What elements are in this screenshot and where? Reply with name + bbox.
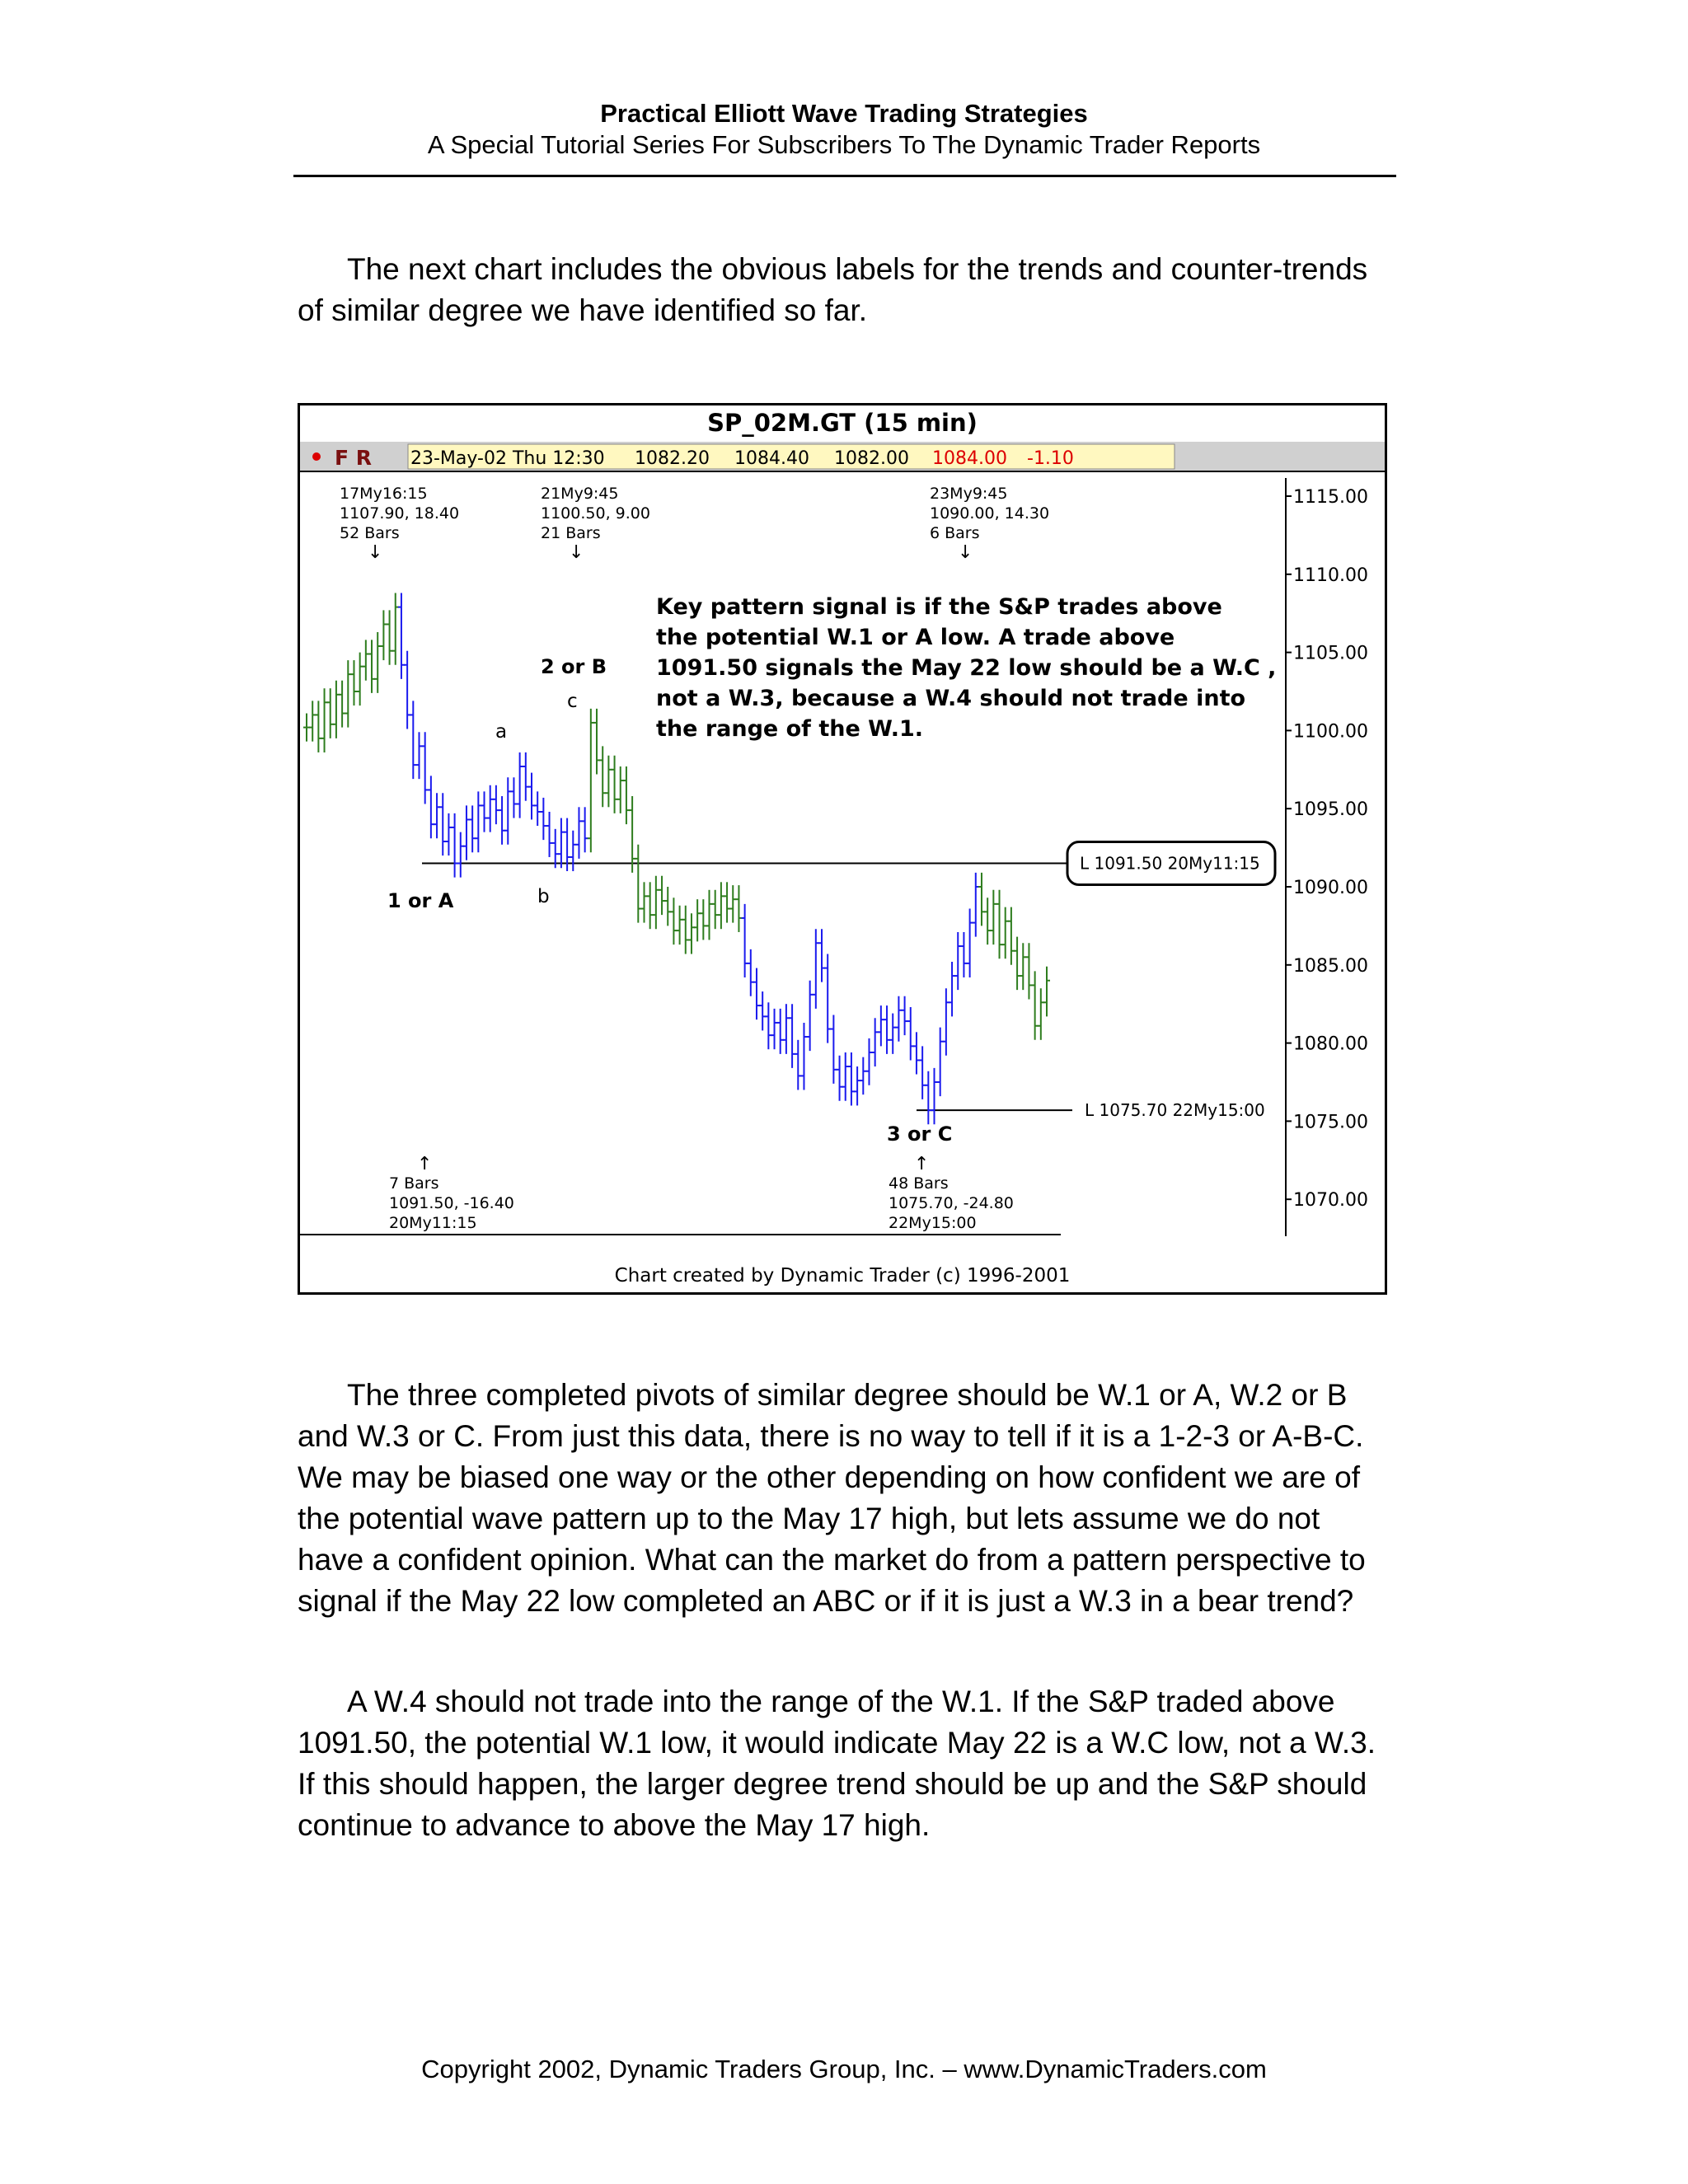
price-bar [463, 805, 470, 860]
price-bar [742, 904, 748, 977]
price-bar [984, 898, 991, 944]
price-bar [718, 882, 724, 929]
price-bar [493, 785, 499, 824]
price-bar [925, 1071, 931, 1124]
chart-title: SP_02M.GT (15 min) [707, 409, 978, 437]
y-tick-label: 1090.00 [1293, 878, 1368, 898]
price-bar [973, 873, 979, 937]
arrow-down-icon: ↓ [368, 542, 383, 563]
pivot-top-2-time: 21My9:45 [541, 485, 619, 503]
price-bar [884, 1005, 890, 1054]
pivot-top-1 [340, 485, 459, 563]
arrow-down-icon: ↓ [958, 542, 973, 563]
price-bar [623, 766, 630, 824]
toolbar-high: 1084.40 [734, 448, 809, 469]
pivot-top-3-price: 1090.00, 14.30 [930, 504, 1050, 523]
pivot-top-2-price: 1100.50, 9.00 [541, 504, 650, 523]
toolbar-open: 1082.20 [635, 448, 710, 469]
price-bar [907, 1007, 914, 1060]
pivot-bottom-1-bars: 7 Bars [389, 1174, 439, 1193]
price-bar [765, 1002, 771, 1049]
price-bar [481, 791, 488, 832]
toolbar-date: 23-May-02 Thu 12:30 [410, 448, 605, 469]
pivot-top-2-bars: 21 Bars [541, 524, 601, 542]
y-tick-label: 1085.00 [1293, 955, 1368, 977]
price-bar [818, 929, 825, 982]
price-bar [872, 1018, 879, 1066]
price-bar [309, 701, 316, 741]
price-bar [865, 1038, 872, 1085]
price-bar [552, 829, 559, 868]
price-bar [588, 709, 594, 852]
price-bar [842, 1052, 849, 1101]
pivot-bottom-2-bars: 48 Bars [889, 1174, 949, 1193]
arrow-up-icon: ↑ [914, 1154, 930, 1174]
toolbar-low: 1082.00 [834, 448, 909, 469]
price-bar [795, 1040, 801, 1090]
price-bar [724, 882, 730, 922]
pivot-top-2 [541, 485, 650, 563]
price-bar [943, 988, 950, 1056]
price-bar [659, 876, 665, 915]
pivot-top-3-time: 23My9:45 [930, 485, 1008, 503]
wave-label-2-or-b: 2 or B [541, 655, 607, 678]
price-chart [298, 403, 1387, 1295]
price-bar [996, 890, 1003, 958]
price-bar [889, 1014, 896, 1054]
price-bar [558, 818, 565, 869]
price-bar [350, 660, 357, 705]
price-bar [504, 777, 511, 845]
price-bar [978, 873, 985, 926]
annotation-line-5: the range of the W.1. [656, 716, 924, 742]
price-bar [363, 640, 369, 680]
price-bar [759, 991, 766, 1030]
price-bar [404, 651, 410, 729]
pivot-top-1-price: 1107.90, 18.40 [340, 504, 460, 523]
price-bar [1025, 943, 1032, 999]
document-subtitle: A Special Tutorial Series For Subscribers To The Dynamic Trader Reports [427, 130, 1261, 159]
price-bar [629, 796, 635, 873]
price-bar [333, 681, 340, 738]
price-bar [635, 845, 641, 923]
price-bar [813, 929, 819, 1009]
copyright-footer: Copyright 2002, Dynamic Traders Group, Inc. – www.DynamicTraders.com [421, 2055, 1267, 2083]
record-dot-icon [312, 452, 321, 461]
price-bar [439, 793, 446, 855]
annotation-line-1: Key pattern signal is if the S&P trades above [656, 594, 1222, 620]
annotation-line-4: not a W.3, because a W.4 should not trade into [656, 686, 1246, 711]
price-bar [777, 1009, 784, 1054]
price-bar [540, 798, 546, 840]
wave-label-sub-b: b [537, 886, 550, 907]
price-bar [937, 1028, 944, 1096]
price-bar [534, 791, 541, 826]
price-bar [398, 593, 405, 679]
price-bar [1043, 967, 1050, 1017]
price-bar [771, 1009, 778, 1049]
price-bar [357, 653, 363, 705]
price-bar [345, 660, 351, 728]
price-bar [523, 752, 529, 801]
wave-label-sub-a: a [495, 721, 508, 743]
price-bar [593, 709, 600, 775]
price-bar [452, 813, 458, 878]
price-bar [902, 996, 908, 1035]
price-bar [445, 813, 452, 855]
pivot-bottom-1 [389, 1154, 514, 1232]
price-bar [748, 949, 754, 996]
price-bar [807, 981, 814, 1051]
price-bar [1020, 943, 1026, 990]
paragraph-3-text: A W.4 should not trade into the range of the W.1. If the S&P traded above 1091.50, the potential W.1 low, it would indicate May 22 is a W.C low, not a W.3. If this should happen, the larger degree trend should be up and the S&P should continue to advance to above the May 17 high. [298, 1685, 1376, 1842]
arrow-up-icon: ↑ [417, 1154, 433, 1174]
price-bar [967, 909, 973, 977]
price-bar [919, 1046, 926, 1099]
price-bar [913, 1032, 920, 1074]
y-tick-label: 1075.00 [1293, 1112, 1368, 1133]
price-bar [653, 876, 659, 929]
price-bar [1002, 907, 1009, 959]
y-tick-label: 1110.00 [1293, 565, 1368, 586]
price-bar [303, 714, 310, 742]
price-bar [575, 807, 582, 859]
price-bar [688, 913, 695, 954]
y-axis-ticks [1286, 487, 1368, 1211]
toolbar-change: -1.10 [1027, 448, 1074, 469]
paragraph-2-text: The three completed pivots of similar degree should be W.1 or A, W.2 or B and W.3 or C. From just this data, there is no way to tell if it is a 1-2-3 or A-B-C. We may be biased one way or the other depending on how confident we are of the potential wave pattern up to the May 17 high, but lets assume we do not have a confident opinion. What can the market do from a pattern perspective to signal if the May 22 low completed an ABC or if it is just a W.3 in a bear trend? [298, 1378, 1366, 1618]
price-bar [1038, 988, 1044, 1040]
annotation-line-2: the potential W.1 or A low. A trade above [656, 625, 1175, 650]
price-bar [729, 885, 736, 923]
pivot-bottom-2-price: 1075.70, -24.80 [889, 1194, 1014, 1212]
price-bar [990, 890, 996, 944]
price-bar [800, 1023, 807, 1090]
price-bar [315, 701, 321, 752]
price-bar [931, 1068, 938, 1124]
price-bar [415, 732, 422, 779]
price-bar [949, 962, 955, 1016]
price-bar [582, 807, 588, 852]
price-bar [1032, 971, 1039, 1039]
y-tick-label: 1100.00 [1293, 721, 1368, 743]
price-bar [475, 791, 481, 852]
price-bar [387, 610, 393, 664]
price-bar [830, 1015, 837, 1083]
price-bar [706, 890, 713, 940]
price-bar [824, 954, 831, 1043]
pivot-top-1-bars: 52 Bars [340, 524, 400, 542]
pivot-bottom-1-time: 20My11:15 [389, 1214, 477, 1232]
wave-label-3-or-c: 3 or C [887, 1122, 953, 1146]
paragraph-3 [298, 1681, 1394, 1846]
price-bar [954, 932, 961, 990]
pivot-bottom-1-price: 1091.50, -16.40 [389, 1194, 514, 1212]
y-tick-label: 1105.00 [1293, 643, 1368, 664]
key-pattern-annotation [656, 594, 1276, 742]
price-bar [694, 899, 701, 941]
price-bar [392, 593, 399, 665]
header-divider [293, 175, 1396, 177]
intro-paragraph-text: The next chart includes the obvious labels for the trends and counter-trends of similar degree we have identified so far. [298, 252, 1368, 327]
price-bar [321, 688, 328, 752]
y-tick-label: 1070.00 [1293, 1190, 1368, 1212]
price-bar [664, 887, 671, 926]
level-1091-label: L 1091.50 20My11:15 [1080, 853, 1260, 874]
document-title: Practical Elliott Wave Trading Strategies [600, 99, 1088, 128]
price-bar [640, 882, 647, 922]
price-bar [854, 1066, 860, 1105]
price-bar [848, 1052, 855, 1105]
price-bar [605, 756, 612, 808]
price-bar [327, 688, 334, 738]
toolbar-close: 1084.00 [932, 448, 1007, 469]
price-bar [457, 832, 464, 878]
price-bar [860, 1057, 866, 1095]
price-bar [339, 681, 345, 728]
price-bar [546, 812, 553, 857]
y-tick-label: 1115.00 [1293, 487, 1368, 508]
price-bar [712, 890, 719, 929]
price-bar [895, 996, 902, 1042]
price-bar [570, 831, 576, 871]
price-bar [380, 610, 387, 660]
pivot-bottom-2 [889, 1154, 1014, 1232]
price-bar [647, 882, 654, 929]
wave-label-1-or-a: 1 or A [387, 889, 454, 912]
price-bar [510, 777, 517, 818]
arrow-down-icon: ↓ [569, 542, 584, 563]
price-bar [960, 932, 967, 977]
price-bar [528, 773, 535, 820]
intro-paragraph [298, 249, 1394, 331]
price-bar [837, 1056, 843, 1101]
price-bar [612, 756, 618, 813]
price-bar [487, 785, 494, 832]
price-bar [434, 793, 440, 838]
fr-buttons[interactable]: F R [335, 446, 373, 470]
pivot-top-3-bars: 6 Bars [930, 524, 980, 542]
price-bar [617, 766, 624, 813]
price-bar [1008, 907, 1015, 965]
price-bar [753, 968, 760, 1020]
price-bar [428, 776, 434, 838]
price-bar [878, 1005, 884, 1046]
annotation-line-3: 1091.50 signals the May 22 low should be a W.C , [656, 655, 1277, 681]
price-bar [410, 701, 416, 779]
price-bar [789, 1004, 795, 1068]
price-bar [422, 732, 429, 804]
level-1075-label: L 1075.70 22My15:00 [1085, 1100, 1265, 1121]
pivot-bottom-2-time: 22My15:00 [889, 1214, 977, 1232]
price-bar [735, 885, 742, 932]
price-bar [368, 640, 375, 692]
price-bar [599, 746, 606, 807]
y-tick-label: 1080.00 [1293, 1033, 1368, 1055]
pivot-top-1-time: 17My16:15 [340, 485, 428, 503]
price-bar [517, 752, 523, 818]
price-bar [682, 906, 689, 954]
y-tick-label: 1095.00 [1293, 799, 1368, 821]
chart-credit: Chart created by Dynamic Trader (c) 1996-2001 [614, 1265, 1071, 1286]
price-bar [469, 805, 476, 852]
chart-canvas [300, 405, 1385, 1292]
paragraph-2 [298, 1375, 1394, 1622]
price-bar [677, 906, 683, 944]
price-bar [670, 898, 677, 944]
wave-label-sub-c: c [567, 691, 578, 712]
price-bar [1014, 937, 1020, 990]
price-bar [700, 899, 706, 940]
price-bar [499, 796, 505, 845]
pivot-top-3 [930, 485, 1049, 563]
price-bar [783, 1004, 790, 1054]
price-bar [374, 632, 381, 693]
